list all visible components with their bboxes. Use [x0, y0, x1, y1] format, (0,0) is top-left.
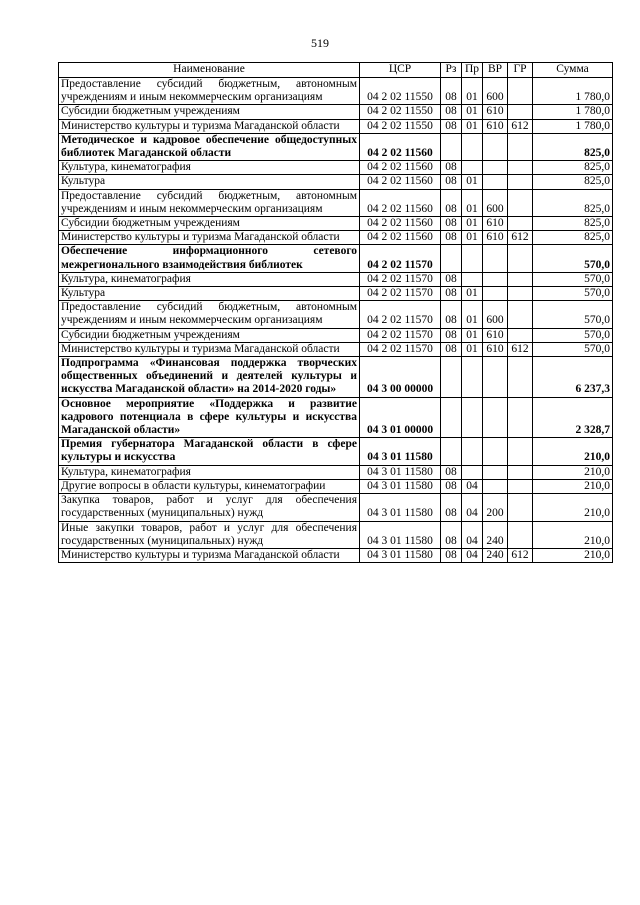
vr-cell: 610 — [483, 328, 508, 342]
gr-cell: 612 — [508, 119, 533, 133]
vr-cell — [483, 397, 508, 438]
gr-cell — [508, 217, 533, 231]
gr-cell — [508, 272, 533, 286]
sum-cell: 210,0 — [533, 548, 613, 562]
pr-cell: 01 — [462, 105, 483, 119]
sum-cell: 210,0 — [533, 521, 613, 548]
csr-cell: 04 2 02 11560 — [360, 217, 441, 231]
csr-cell: 04 2 02 11560 — [360, 133, 441, 160]
name-cell: Премия губернатора Магаданской области в сфере культуры и искусства — [59, 438, 360, 465]
table-row — [59, 465, 613, 479]
pr-cell: 04 — [462, 494, 483, 521]
vr-cell: 610 — [483, 217, 508, 231]
pr-cell — [462, 438, 483, 465]
rz-cell: 08 — [441, 494, 462, 521]
csr-cell: 04 2 02 11570 — [360, 328, 441, 342]
csr-cell: 04 2 02 11570 — [360, 245, 441, 272]
rz-cell: 08 — [441, 78, 462, 105]
csr-cell: 04 2 02 11570 — [360, 342, 441, 356]
table-row — [59, 245, 613, 272]
vr-cell: 200 — [483, 494, 508, 521]
rz-cell: 08 — [441, 301, 462, 328]
table-row — [59, 301, 613, 328]
table-header-row — [59, 63, 613, 78]
vr-cell — [483, 438, 508, 465]
sum-cell: 1 780,0 — [533, 105, 613, 119]
rz-cell — [441, 357, 462, 398]
name-cell: Культура — [59, 175, 360, 189]
csr-cell: 04 2 02 11560 — [360, 231, 441, 245]
sum-cell: 1 780,0 — [533, 119, 613, 133]
name-cell: Культура, кинематография — [59, 465, 360, 479]
rz-cell: 08 — [441, 272, 462, 286]
pr-cell: 01 — [462, 217, 483, 231]
name-cell: Министерство культуры и туризма Магаданской области — [59, 231, 360, 245]
vr-cell: 610 — [483, 342, 508, 356]
table-row — [59, 287, 613, 301]
rz-cell: 08 — [441, 231, 462, 245]
name-cell: Субсидии бюджетным учреждениям — [59, 105, 360, 119]
csr-cell: 04 3 01 11580 — [360, 479, 441, 493]
header-name: Наименование — [59, 63, 360, 78]
rz-cell: 08 — [441, 189, 462, 216]
vr-cell — [483, 175, 508, 189]
rz-cell: 08 — [441, 521, 462, 548]
csr-cell: 04 2 02 11550 — [360, 119, 441, 133]
sum-cell: 570,0 — [533, 272, 613, 286]
pr-cell: 01 — [462, 301, 483, 328]
rz-cell — [441, 245, 462, 272]
csr-cell: 04 3 01 11580 — [360, 548, 441, 562]
sum-cell: 825,0 — [533, 189, 613, 216]
csr-cell: 04 3 00 00000 — [360, 357, 441, 398]
table-row — [59, 397, 613, 438]
sum-cell: 570,0 — [533, 328, 613, 342]
header-rz: Рз — [441, 63, 462, 78]
csr-cell: 04 2 02 11560 — [360, 175, 441, 189]
name-cell: Культура — [59, 287, 360, 301]
pr-cell — [462, 245, 483, 272]
header-pr: Пр — [462, 63, 483, 78]
name-cell: Предоставление субсидий бюджетным, автономным учреждениям и иным некоммерческим организациям — [59, 189, 360, 216]
name-cell: Министерство культуры и туризма Магаданской области — [59, 342, 360, 356]
vr-cell — [483, 479, 508, 493]
csr-cell: 04 3 01 11580 — [360, 521, 441, 548]
sum-cell: 825,0 — [533, 217, 613, 231]
pr-cell — [462, 272, 483, 286]
table-row — [59, 272, 613, 286]
gr-cell — [508, 301, 533, 328]
gr-cell — [508, 328, 533, 342]
table-row — [59, 548, 613, 562]
vr-cell: 600 — [483, 301, 508, 328]
vr-cell — [483, 287, 508, 301]
name-cell: Предоставление субсидий бюджетным, автономным учреждениям и иным некоммерческим организациям — [59, 301, 360, 328]
sum-cell: 570,0 — [533, 301, 613, 328]
gr-cell — [508, 357, 533, 398]
pr-cell: 01 — [462, 342, 483, 356]
csr-cell: 04 2 02 11560 — [360, 189, 441, 216]
sum-cell: 570,0 — [533, 287, 613, 301]
gr-cell — [508, 397, 533, 438]
pr-cell: 04 — [462, 479, 483, 493]
gr-cell — [508, 465, 533, 479]
name-cell: Министерство культуры и туризма Магаданской области — [59, 119, 360, 133]
vr-cell — [483, 161, 508, 175]
sum-cell: 210,0 — [533, 438, 613, 465]
table-row — [59, 357, 613, 398]
sum-cell: 210,0 — [533, 465, 613, 479]
vr-cell — [483, 357, 508, 398]
gr-cell — [508, 287, 533, 301]
table-row — [59, 479, 613, 493]
table-row — [59, 217, 613, 231]
name-cell: Субсидии бюджетным учреждениям — [59, 217, 360, 231]
rz-cell: 08 — [441, 328, 462, 342]
gr-cell: 612 — [508, 548, 533, 562]
vr-cell: 610 — [483, 105, 508, 119]
table-row — [59, 175, 613, 189]
vr-cell — [483, 465, 508, 479]
sum-cell: 6 237,3 — [533, 357, 613, 398]
name-cell: Закупка товаров, работ и услуг для обеспечения государственных (муниципальных) нужд — [59, 494, 360, 521]
table-row — [59, 105, 613, 119]
sum-cell: 570,0 — [533, 245, 613, 272]
sum-cell: 210,0 — [533, 479, 613, 493]
rz-cell: 08 — [441, 175, 462, 189]
rz-cell: 08 — [441, 342, 462, 356]
header-csr: ЦСР — [360, 63, 441, 78]
csr-cell: 04 2 02 11560 — [360, 161, 441, 175]
vr-cell: 600 — [483, 189, 508, 216]
sum-cell: 825,0 — [533, 133, 613, 160]
pr-cell — [462, 133, 483, 160]
rz-cell: 08 — [441, 465, 462, 479]
budget-table — [58, 62, 613, 563]
vr-cell: 610 — [483, 119, 508, 133]
csr-cell: 04 2 02 11550 — [360, 105, 441, 119]
pr-cell — [462, 357, 483, 398]
page-number: 519 — [311, 36, 329, 50]
table-row — [59, 494, 613, 521]
table-row — [59, 231, 613, 245]
name-cell: Обеспечение информационного сетевого межрегионального взаимодействия библиотек — [59, 245, 360, 272]
table-row — [59, 342, 613, 356]
name-cell: Культура, кинематография — [59, 272, 360, 286]
rz-cell: 08 — [441, 548, 462, 562]
pr-cell: 01 — [462, 119, 483, 133]
header-sum: Сумма — [533, 63, 613, 78]
table-row — [59, 133, 613, 160]
pr-cell: 01 — [462, 231, 483, 245]
table-row — [59, 189, 613, 216]
name-cell: Культура, кинематография — [59, 161, 360, 175]
table-row — [59, 78, 613, 105]
vr-cell — [483, 272, 508, 286]
pr-cell: 01 — [462, 175, 483, 189]
name-cell: Иные закупки товаров, работ и услуг для обеспечения государственных (муниципальных) нужд — [59, 521, 360, 548]
pr-cell: 01 — [462, 78, 483, 105]
csr-cell: 04 2 02 11570 — [360, 272, 441, 286]
gr-cell — [508, 494, 533, 521]
pr-cell: 01 — [462, 328, 483, 342]
gr-cell — [508, 189, 533, 216]
pr-cell: 01 — [462, 287, 483, 301]
name-cell: Другие вопросы в области культуры, кинематографии — [59, 479, 360, 493]
csr-cell: 04 2 02 11570 — [360, 301, 441, 328]
table-row — [59, 438, 613, 465]
sum-cell: 825,0 — [533, 231, 613, 245]
vr-cell: 240 — [483, 548, 508, 562]
header-vr: ВР — [483, 63, 508, 78]
csr-cell: 04 3 01 00000 — [360, 397, 441, 438]
name-cell: Предоставление субсидий бюджетным, автономным учреждениям и иным некоммерческим организациям — [59, 78, 360, 105]
gr-cell — [508, 105, 533, 119]
sum-cell: 570,0 — [533, 342, 613, 356]
name-cell: Методическое и кадровое обеспечение общедоступных библиотек Магаданской области — [59, 133, 360, 160]
gr-cell: 612 — [508, 342, 533, 356]
csr-cell: 04 3 01 11580 — [360, 438, 441, 465]
csr-cell: 04 3 01 11580 — [360, 465, 441, 479]
vr-cell: 610 — [483, 231, 508, 245]
gr-cell — [508, 521, 533, 548]
gr-cell — [508, 161, 533, 175]
table-row — [59, 328, 613, 342]
name-cell: Министерство культуры и туризма Магаданской области — [59, 548, 360, 562]
name-cell: Основное мероприятие «Поддержка и развитие кадрового потенциала в сфере культуры и искусства Магаданской области» — [59, 397, 360, 438]
pr-cell: 04 — [462, 548, 483, 562]
sum-cell: 825,0 — [533, 161, 613, 175]
sum-cell: 1 780,0 — [533, 78, 613, 105]
csr-cell: 04 2 02 11570 — [360, 287, 441, 301]
gr-cell: 612 — [508, 231, 533, 245]
gr-cell — [508, 438, 533, 465]
table-row — [59, 119, 613, 133]
gr-cell — [508, 479, 533, 493]
sum-cell: 210,0 — [533, 494, 613, 521]
rz-cell: 08 — [441, 161, 462, 175]
csr-cell: 04 2 02 11550 — [360, 78, 441, 105]
vr-cell — [483, 245, 508, 272]
pr-cell — [462, 161, 483, 175]
rz-cell: 08 — [441, 105, 462, 119]
vr-cell: 240 — [483, 521, 508, 548]
pr-cell: 04 — [462, 521, 483, 548]
pr-cell: 01 — [462, 189, 483, 216]
name-cell: Субсидии бюджетным учреждениям — [59, 328, 360, 342]
rz-cell: 08 — [441, 479, 462, 493]
rz-cell — [441, 133, 462, 160]
table-row — [59, 161, 613, 175]
rz-cell: 08 — [441, 119, 462, 133]
gr-cell — [508, 175, 533, 189]
gr-cell — [508, 133, 533, 160]
rz-cell — [441, 438, 462, 465]
gr-cell — [508, 245, 533, 272]
gr-cell — [508, 78, 533, 105]
rz-cell — [441, 397, 462, 438]
table-row — [59, 521, 613, 548]
sum-cell: 825,0 — [533, 175, 613, 189]
vr-cell: 600 — [483, 78, 508, 105]
pr-cell — [462, 465, 483, 479]
rz-cell: 08 — [441, 217, 462, 231]
rz-cell: 08 — [441, 287, 462, 301]
pr-cell — [462, 397, 483, 438]
name-cell: Подпрограмма «Финансовая поддержка творческих общественных объединений и деятелей культуры и искусства Магаданской области» на 2014-2020 годы» — [59, 357, 360, 398]
csr-cell: 04 3 01 11580 — [360, 494, 441, 521]
vr-cell — [483, 133, 508, 160]
header-gr: ГР — [508, 63, 533, 78]
sum-cell: 2 328,7 — [533, 397, 613, 438]
